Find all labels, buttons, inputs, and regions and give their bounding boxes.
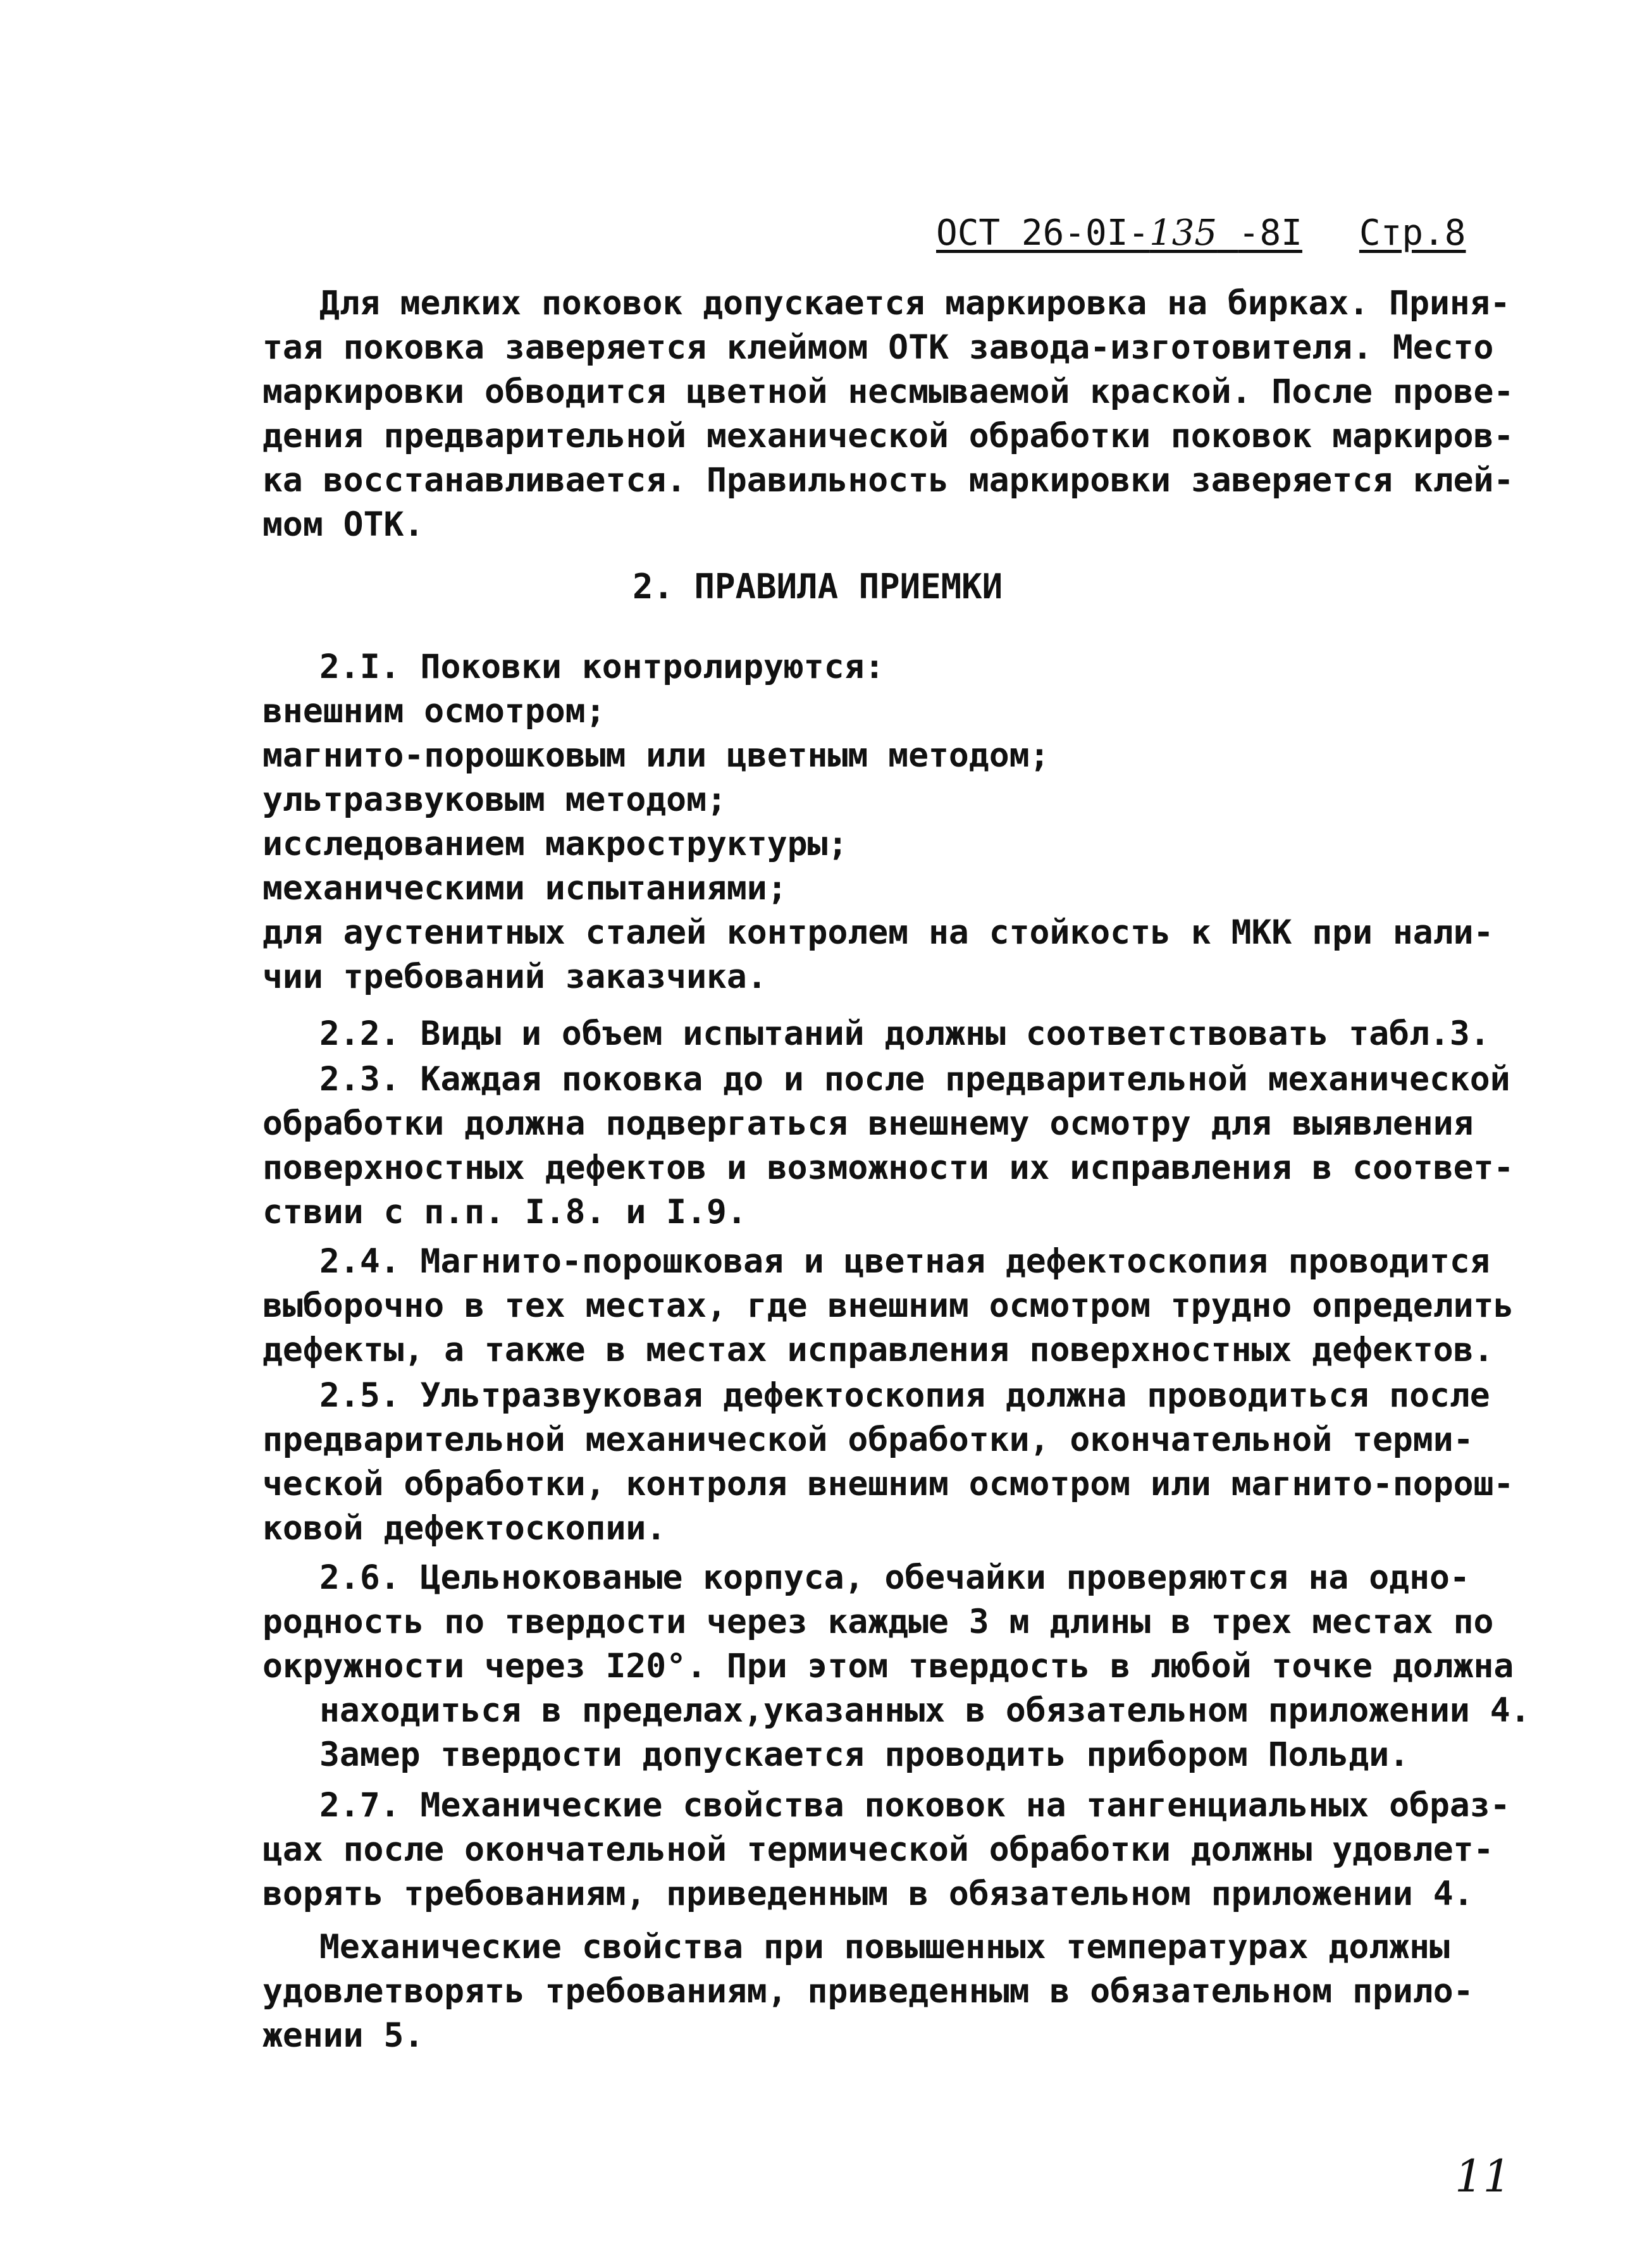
text-line: 2.5. Ультразвуковая дефектоскопия должна проводиться после [319, 1376, 1490, 1415]
text-line: цах после окончательной термической обработки должны удовлет- [262, 1830, 1494, 1869]
section-heading: 2. ПРАВИЛА ПРИЕМКИ [633, 567, 1003, 607]
text-line: выборочно в тех местах, где внешним осмотром трудно определить [262, 1286, 1514, 1325]
doc-prefix: ОСТ 26-0I- [936, 213, 1150, 254]
text-line: мом ОТК. [262, 505, 424, 544]
paragraph-2-7 [262, 1784, 1510, 2058]
text-line: поверхностных дефектов и возможности их исправления в соответ- [262, 1149, 1514, 1187]
handwritten-page-number: 11 [1455, 2150, 1512, 2202]
intro-paragraph [262, 281, 1514, 547]
paragraph-2-1 [262, 645, 1494, 999]
text-line: 2.7. Механические свойства поковок на тангенциальных образ- [319, 1786, 1510, 1825]
paragraph-2-3 [262, 1057, 1514, 1235]
text-line: дения предварительной механической обработки поковок маркиров- [262, 417, 1514, 455]
doc-code [936, 213, 1302, 254]
paragraph-2-4 [262, 1240, 1514, 1372]
text-line: родность по твердости через каждые 3 м длины в трех местах по [262, 1603, 1494, 1641]
text-line: чии требований заказчика. [262, 958, 767, 996]
list-item: ультразвуковым методом; [262, 780, 727, 819]
text-line: 2.4. Магнито-порошковая и цветная дефектоскопия проводится [319, 1242, 1490, 1281]
text-line: Замер твердости допускается проводить прибором Польди. [319, 1735, 1410, 1774]
text-line: маркировки обводится цветной несмываемой краской. После прове- [262, 373, 1514, 411]
text-line: Для мелких поковок допускается маркировка на бирках. Приня- [319, 284, 1510, 323]
doc-suffix: -8I [1238, 213, 1302, 254]
text-line: ворять требованиям, приведенным в обязательном приложении 4. [262, 1875, 1474, 1913]
text-line: предварительной механической обработки, окончательной терми- [262, 1421, 1474, 1459]
paragraph-2-5 [262, 1374, 1514, 1551]
paragraph-2-6 [262, 1556, 1531, 1777]
list-item: исследованием макроструктуры; [262, 825, 848, 863]
page-label: Стр.8 [1359, 213, 1466, 254]
list-item: механическими испытаниями; [262, 869, 787, 908]
text-line: ческой обработки, контроля внешним осмотром или магнито-порош- [262, 1465, 1514, 1503]
text-line: Механические свойства при повышенных температурах должны [319, 1928, 1450, 1966]
text-line: 2.6. Цельнокованые корпуса, обечайки проверяются на одно- [319, 1558, 1470, 1597]
text-line: находиться в пределах,указанных в обязательном приложении 4. [319, 1691, 1531, 1730]
text-line: дефекты, а также в местах исправления поверхностных дефектов. [262, 1331, 1494, 1369]
doc-header [936, 211, 1466, 256]
text-line: тая поковка заверяется клеймом ОТК завода-изготовителя. Место [262, 328, 1494, 367]
doc-number-handwritten: 135 [1149, 213, 1218, 254]
text-line: ствии с п.п. I.8. и I.9. [262, 1193, 747, 1231]
text-line: ка восстанавливается. Правильность маркировки заверяется клей- [262, 461, 1514, 500]
text-line: ковой дефектоскопии. [262, 1509, 667, 1548]
text-line: окружности через I20°. При этом твердость в любой точке должна [262, 1647, 1514, 1686]
text-line: 2.3. Каждая поковка до и после предварительной механической [319, 1060, 1510, 1099]
text-line: 2.2. Виды и объем испытаний должны соответствовать табл.3. [319, 1014, 1490, 1053]
list-item: магнито-порошковым или цветным методом; [262, 736, 1050, 775]
list-item: для аустенитных сталей контролем на стойкость к МКК при нали- [262, 913, 1494, 952]
text-line: жении 5. [262, 2016, 424, 2055]
paragraph-2-2 [262, 1012, 1490, 1056]
text-line: удовлетворять требованиям, приведенным в обязательном прило- [262, 1972, 1474, 2011]
text-line: 2.I. Поковки контролируются: [319, 648, 885, 686]
list-item: внешним осмотром; [262, 692, 606, 730]
text-line: обработки должна подвергаться внешнему осмотру для выявления [262, 1104, 1474, 1143]
